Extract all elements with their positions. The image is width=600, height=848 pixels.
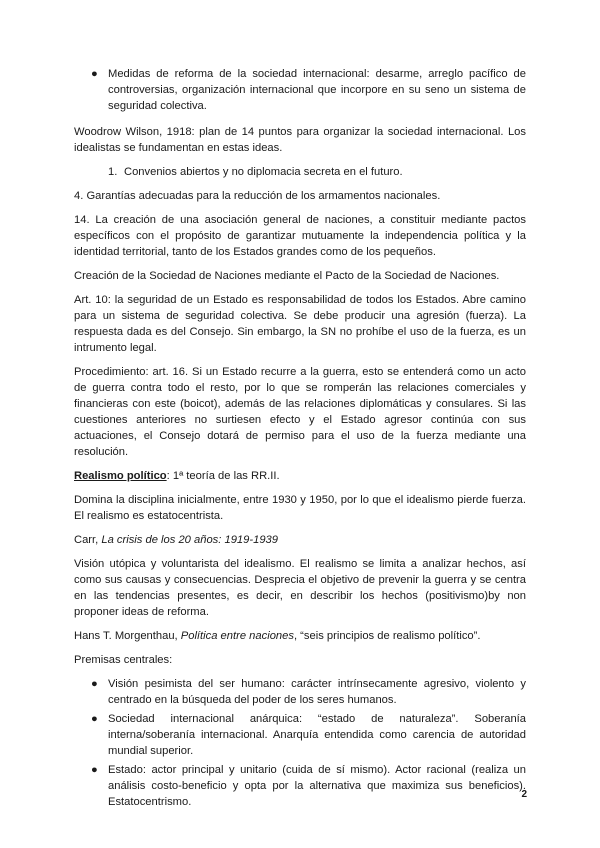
carr-author: Carr, bbox=[74, 534, 102, 546]
bullet-icon: ● bbox=[91, 713, 98, 725]
premisas-label: Premisas centrales: bbox=[74, 654, 173, 666]
vision-paragraph: Visión utópica y voluntarista del idealismo. El realismo se limita a analizar hechos, así como sus causas y consecuencias. Desprecia el objetivo de prevenir la guerra y se centra en las tendencias presentes, es decir, en describir los hechos (positivismo)by non proponer ideas de reforma. bbox=[74, 558, 526, 618]
domina-paragraph: Domina la disciplina inicialmente, entre 1930 y 1950, por lo que el idealismo pierde fuerza. El realismo es estatocentrista. bbox=[74, 494, 526, 522]
list-item bbox=[74, 762, 526, 810]
item-number: 1. bbox=[108, 166, 118, 178]
list-item bbox=[74, 66, 526, 114]
art10-paragraph: Art. 10: la seguridad de un Estado es responsabilidad de todos los Estados. Abre camino para un sistema de seguridad colectiva. Se debe producir una agresión (fuerza). La respuesta dada es del Consejo. Sin embargo, la SN no prohíbe el uso de la fuerza, es un intrumento legal. bbox=[74, 294, 526, 354]
section-subheading: : 1ª teoría de las RR.II. bbox=[166, 470, 280, 482]
bullet-icon: ● bbox=[91, 678, 98, 690]
morgenthau-citation bbox=[74, 628, 526, 644]
bullet-icon: ● bbox=[91, 68, 98, 80]
bullet-text: Medidas de reforma de la sociedad internacional: desarme, arreglo pacífico de controversias, organización internacional que incorpore en su seno un sistema de seguridad colectiva. bbox=[108, 68, 526, 112]
morgenthau-title: Política entre naciones bbox=[180, 630, 294, 642]
carr-citation bbox=[74, 532, 526, 548]
bullet-text: Visión pesimista del ser humano: carácter intrínsecamente agresivo, violento y centrado en la búsqueda del poder de los seres humanos. bbox=[108, 678, 526, 706]
item-text: Convenios abiertos y no diplomacia secreta en el futuro. bbox=[124, 166, 403, 178]
point-4: 4. Garantías adecuadas para la reducción de los armamentos nacionales. bbox=[74, 190, 441, 202]
document-page bbox=[74, 66, 526, 813]
bullet-icon: ● bbox=[91, 764, 98, 776]
morgenthau-author: Hans T. Morgenthau, bbox=[74, 630, 181, 642]
numbered-item-1 bbox=[74, 164, 526, 180]
point-14: 14. La creación de una asociación general de naciones, a constituir mediante pactos específicos con el propósito de garantizar mutuamente la independencia política y la identidad territorial, tanto de los Estados grandes como de los pequeños. bbox=[74, 214, 526, 258]
list-item bbox=[74, 711, 526, 759]
wilson-intro: Woodrow Wilson, 1918: plan de 14 puntos para organizar la sociedad internacional. Los idealistas se fundamentan en estas ideas. bbox=[74, 126, 526, 154]
carr-title: La crisis de los 20 años: 1919-1939 bbox=[101, 534, 278, 546]
bullet-text: Sociedad internacional anárquica: “estado de naturaleza”. Soberanía interna/soberanía internacional. Anarquía entendida como carencia de autoridad mundial superior. bbox=[108, 713, 526, 757]
morgenthau-rest: , “seis principios de realismo político”. bbox=[293, 630, 481, 642]
page-number: 2 bbox=[521, 789, 527, 800]
procedimiento-paragraph: Procedimiento: art. 16. Si un Estado recurre a la guerra, esto se entenderá como un acto de guerra contra todo el resto, por lo que se romperán las relaciones comerciales y financieras con este (boicot), además de las relaciones diplomáticas y consulares. Si las cuestiones anteriores no surtiesen efecto y el Estado agresor continúa con sus actuaciones, el Consejo dotará de permiso para el uso de la fuerza mediante una resolución. bbox=[74, 366, 526, 458]
section-heading: Realismo político bbox=[74, 470, 167, 482]
realismo-heading-line bbox=[74, 468, 526, 484]
sdn-paragraph: Creación de la Sociedad de Naciones mediante el Pacto de la Sociedad de Naciones. bbox=[74, 270, 500, 282]
bullet-text: Estado: actor principal y unitario (cuida de sí mismo). Actor racional (realiza un análisis costo-beneficio y opta por la alternativa que maximiza sus beneficios). Estatocentrismo. bbox=[108, 764, 526, 808]
list-item bbox=[74, 676, 526, 708]
